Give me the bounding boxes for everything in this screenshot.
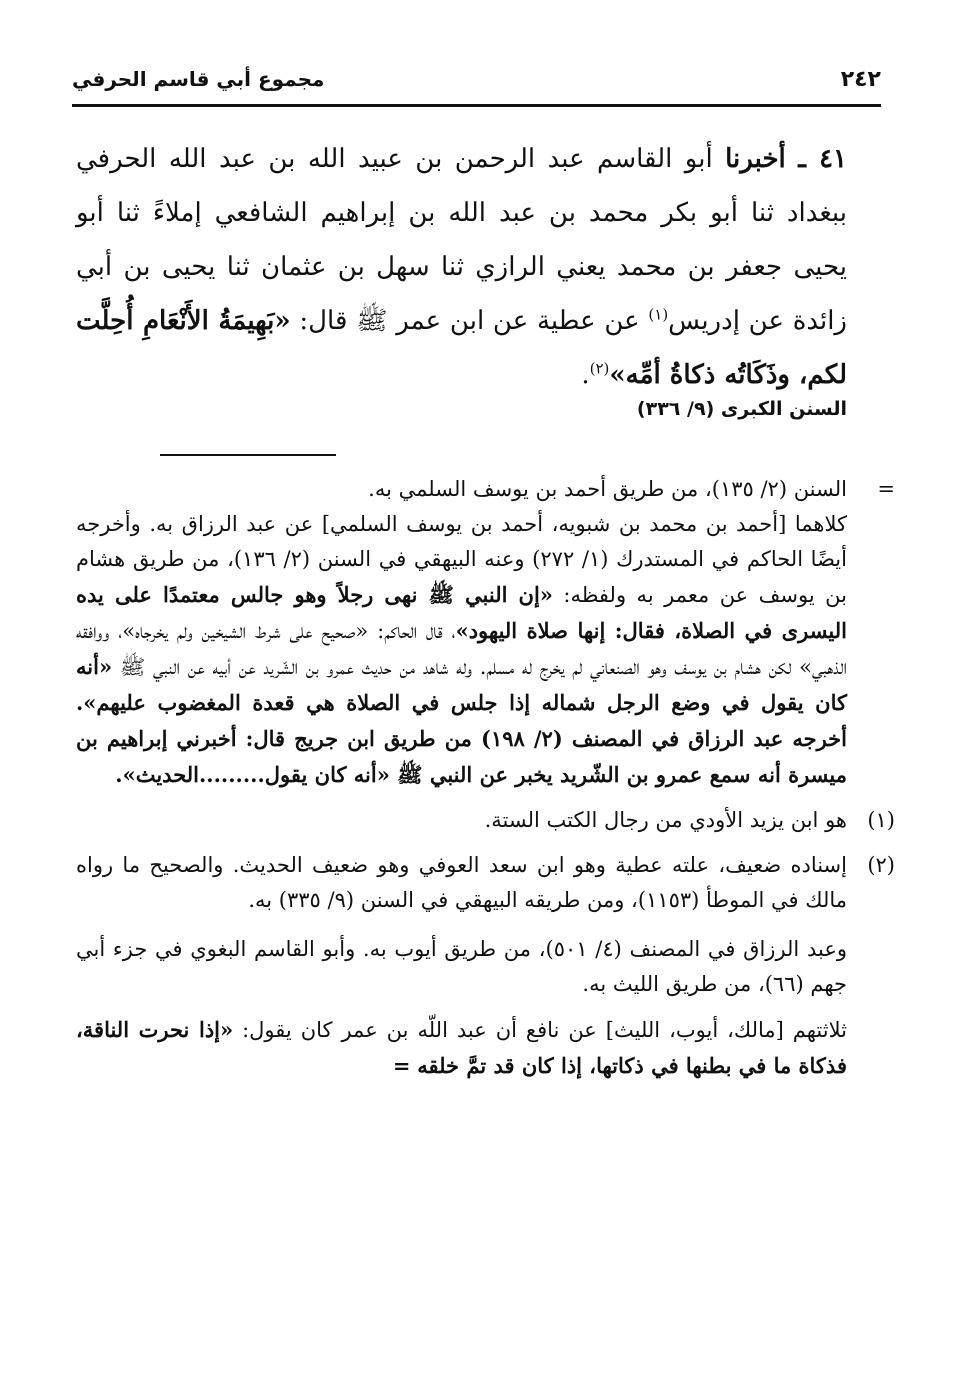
footnote-quote: «إذا نحرت الناقة، فذكاة ما في بطنها في ذكاتها، إذا كان قد تمَّ خلقه: [76, 1017, 847, 1078]
source-reference: السنن الكبرى (٩/ ٣٣٦): [636, 398, 847, 420]
footnote-ref-1: (١): [648, 305, 669, 324]
footnote-rule: [160, 454, 336, 456]
footnote-paragraph-2: وعبد الرزاق في المصنف (٤/ ٥٠١)، من طريق أيوب به. وأبو القاسم البغوي في جزء أبي جهم (٦٦)، من طريق الليث به.: [76, 937, 848, 996]
footnote-1-text: هو ابن يزيد الأودي من رجال الكتب الستة.: [484, 808, 847, 832]
hadith-intro: أخبرنا: [725, 144, 786, 174]
footnote-2: [76, 848, 895, 918]
continuation-mark: =: [877, 477, 895, 501]
footnote-2-mark: (٢): [867, 853, 895, 877]
page-header: [72, 56, 881, 102]
footnote-quote: «إن النبي ﷺ نهى رجلاً وهو جالس معتمدًا على يده اليسرى في الصلاة، فقال: إنها صلاة اليهود»: [76, 582, 848, 643]
footnote-text: ، قال الحاكم: «صحيح على شرط الشيخين ولم يخرجاه»، ووافقه الذهبي» لكن هشام بن يوسف وهو الصنعاني لم يخرج له مسلم. وله شاهد من حديث عمرو بن الشّريد عن أبيه عن النبي ﷺ: [76, 619, 848, 679]
footnote-paragraph-1: [76, 507, 847, 793]
book-title: مجموع أبي قاسم الحرفي: [72, 67, 325, 91]
footnote-quote: «أنه كان يقول في وضع الرجل شماله إذا جلس في الصلاة هي قعدة المغضوب عليهم». أخرجه عبد الرزاق في المصنف (٢/ ١٩٨) من طريق ابن جريج قال: أخبرني إبراهيم بن ميسرة أنه سمع عمرو بن الشّريد يخبر عن النبي ﷺ «أنه كان يقول.........الحديث».: [76, 654, 847, 787]
footnote-text: ثلاثتهم [مالك، أيوب، الليث] عن نافع أن عبد اللّه بن عمر كان يقول:: [242, 1018, 847, 1042]
page-number: ٢٤٢: [840, 66, 881, 92]
footnote-1: [76, 803, 895, 838]
hadith-end: .: [581, 360, 590, 390]
footnote-continued-text: السنن (٢/ ١٣٥)، من طريق أحمد بن يوسف السلمي به.: [368, 477, 847, 501]
continuation-mark: =: [392, 1053, 411, 1078]
footnotes: [76, 472, 895, 1084]
hadith-number: ٤١ ـ: [798, 144, 848, 174]
footnote-paragraph-3: [76, 1012, 847, 1084]
footnote-text: كلاهما [أحمد بن محمد بن شبويه، أحمد بن يوسف السلمي] عن عبد الرزاق به. وأخرجه أيضًا الحاكم في المستدرك (١/ ٢٧٢) وعنه البيهقي في السنن (٢/ ١٣٦)، من طريق هشام بن يوسف عن معمر به ولفظه:: [76, 512, 847, 607]
hadith-isnad: أبو القاسم عبد الرحمن بن عبيد الله بن عبد الله الحرفي ببغداد ثنا أبو بكر محمد بن عبد الله بن إبراهيم الشافعي إملاءً ثنا أبو يحيى جعفر بن محمد يعني الرازي ثنا سهل بن عثمان ثنا يحيى بن أبي زائدة عن إدريس: [76, 144, 847, 336]
footnote-ref-2: (٢): [589, 359, 610, 378]
hadith-text: [76, 132, 847, 402]
header-rule: [72, 104, 881, 107]
hadith-matn: «بَهِيمَةُ الأَنْعَامِ أُحِلَّت لكم، وذَكَاتُه ذكاةُ أمِّه»: [76, 306, 847, 390]
footnote-2-text: إسناده ضعيف، علته عطية وهو ابن سعد العوفي وهو ضعيف الحديث. والصحيح ما رواه مالك في الموطأ (١١٥٣)، ومن طريقه البيهقي في السنن (٩/ ٣٣٥) به.: [76, 853, 847, 912]
hadith-paragraph: [76, 132, 847, 402]
footnote-1-mark: (١): [867, 808, 895, 832]
hadith-isnad-end: عن عطية عن ابن عمر ﷺ قال:: [299, 306, 640, 336]
footnote-continued: [76, 472, 895, 507]
